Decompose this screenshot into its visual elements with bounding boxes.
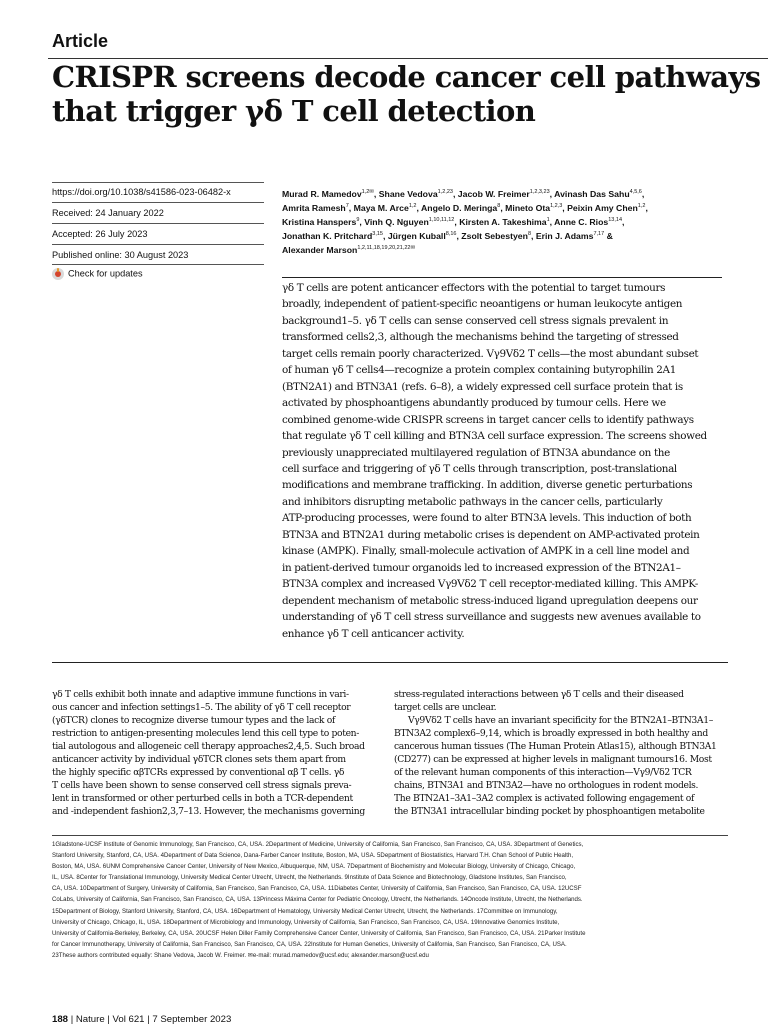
abstract-line: dependent mechanism of metabolic stress-induced ligand upregulation deepens our xyxy=(282,594,698,607)
body-line: tial autologous and allogeneic cell therapy approaches2,4,5. Such broad xyxy=(52,741,365,753)
body-line: T cells have been shown to sense conserved cell stress signals preva- xyxy=(52,780,352,792)
title-line: CRISPR screens decode cancer cell pathways xyxy=(52,60,761,94)
affiliation-line: 1Gladstone-UCSF Institute of Genomic Immunology, San Francisco, CA, USA. 2Department of Medicine, University of California, San Francisco, San Francisco, CA, USA. 3Department of Genetics, xyxy=(52,841,584,848)
abstract-line: that regulate γδ T cell killing and BTN3A cell surface expression. The screens showed xyxy=(282,430,707,443)
author-line: Amrita Ramesh$^7$, Maya M. Arce$^{1,2}$, Angelo D. Meringa$^8$, Mineto Ota$^{1,2,3}$, Peixin Amy Chen$^{1,2}$, xyxy=(282,202,648,213)
affiliation-line: 23These authors contributed equally: Shane Vedova, Jacob W. Freimer. ✉e-mail: murad.mamedov@ucsf.edu; alexander.marson@ucsf.edu xyxy=(52,951,429,959)
page-title xyxy=(52,60,768,128)
abstract-line: kinase (AMPK). Finally, small-molecule activation of AMPK in a cell line model and xyxy=(282,545,690,558)
body-line: anticancer activity by individual γδTCR clones sets them apart from xyxy=(52,754,346,766)
abstract-line: target cells remain poorly characterized. Vγ9Vδ2 T cells—the most abundant subset xyxy=(282,347,699,360)
abstract xyxy=(282,280,714,642)
article-type-label: Article xyxy=(52,31,109,51)
body-line: Vγ9Vδ2 T cells have an invariant specificity for the BTN2A1–BTN3A1– xyxy=(408,715,713,727)
footer-separator: | xyxy=(70,1014,74,1025)
abstract-line: understanding of γδ T cell stress surveillance and suggests new avenues available to xyxy=(282,611,701,624)
meta-divider xyxy=(52,264,264,265)
abstract-line: (BTN2A1) and BTN3A1 (refs. 6–8), a widely expressed cell surface protein that is xyxy=(282,380,683,393)
body-line: The BTN2A1–3A1–3A2 complex is activated following engagement of xyxy=(394,793,695,805)
body-line: (CD277) can be expressed at higher levels in malignant tumours16. Most xyxy=(394,754,712,766)
body-line: and -independent fashion2,3,7–13. However, the mechanisms governing xyxy=(52,806,365,818)
body-line: (γδTCR) clones to recognize diverse tumour types and the lack of xyxy=(52,715,335,727)
affiliations xyxy=(52,839,728,961)
abstract-line: ATP-producing processes, were found to alter BTN3A levels. This induction of both xyxy=(282,512,692,525)
published-date: Published online: 30 August 2023 xyxy=(52,250,189,260)
abstract-line: and inhibitors disrupting metabolic pathways in the cancer cells, particularly xyxy=(282,495,663,508)
page-number: 188 xyxy=(52,1014,69,1025)
body-line: target cells are unclear. xyxy=(394,702,497,714)
meta-divider xyxy=(52,182,264,183)
affiliation-line: University of California-Berkeley, Berkeley, CA, USA. 20UCSF Helen Diller Family Comprehensive Cancer Center, University of California, San Francisco, San Francisco, CA, USA. 21Parker Institute xyxy=(52,929,586,937)
affiliation-line: IL, USA. 8Center for Translational Immunology, University Medical Center Utrecht, Utrecht, the Netherlands. 9Institute of Data Science and Biotechnology, Gladstone Institutes, San Francisco, xyxy=(52,874,567,882)
body-line: γδ T cells exhibit both innate and adaptive immune functions in vari- xyxy=(52,689,349,700)
body-line: BTN3A2 complex6–9,14, which is broadly expressed in both healthy and xyxy=(394,728,708,740)
check-for-updates-icon xyxy=(52,268,64,280)
body-line: stress-regulated interactions between γδ T cells and their diseased xyxy=(394,689,684,700)
abstract-line: BTN3A and BTN2A1 during metabolic crises is dependent on AMP-activated protein xyxy=(282,528,700,541)
abstract-line: of human γδ T cells4—recognize a protein complex containing butyrophilin 2A1 xyxy=(282,364,676,377)
affiliation-line: Stanford University, Stanford, CA, USA. 4Department of Data Science, Dana-Farber Cancer Institute, Boston, MA, USA. 5Department of Biostatistics, Harvard T.H. Chan School of Public Health, xyxy=(52,852,574,860)
meta-divider xyxy=(52,244,264,245)
title-line: that trigger γδ T cell detection xyxy=(52,94,536,128)
abstract-line: enhance γδ T cell anticancer activity. xyxy=(282,627,465,640)
body-line: the highly specific αβTCRs expressed by conventional αβ T cells. γδ xyxy=(52,767,345,779)
abstract-line: activated by phosphoantigens abundantly produced by tumour cells. Here we xyxy=(282,397,666,410)
affiliation-line: for Cancer Immunotherapy, University of California, San Francisco, San Francisco, CA, USA. 22Institute for Human Genetics, University of California, San Francisco, San Francisco, CA, USA. xyxy=(52,940,567,948)
abstract-line: γδ T cells are potent anticancer effectors with the potential to target tumours xyxy=(282,282,666,294)
affiliation-line: CoLabs, University of California, San Francisco, San Francisco, CA, USA. 13Princess Máxima Center for Pediatric Oncology, Utrecht, the Netherlands. 14Oncode Institute, Utrecht, the Netherlands. xyxy=(52,896,583,904)
abstract-line: previously unappreciated multilayered regulation of BTN3A abundance on the xyxy=(282,446,670,459)
body-line: ous cancer and infection settings1–5. The ability of γδ T cell receptor xyxy=(52,702,351,714)
check-updates-button[interactable] xyxy=(52,268,264,280)
author-list xyxy=(282,186,712,256)
affiliation-line: CA, USA. 10Department of Surgery, University of California, San Francisco, San Francisco, CA, USA. 11Diabetes Center, University of California, San Francisco, San Francisco, CA, USA. 12UCSF xyxy=(52,885,582,893)
abstract-bottom-rule xyxy=(52,662,728,663)
abstract-line: in patient-derived tumour organoids led to increased expression of the BTN2A1– xyxy=(282,561,681,574)
footer-separator: | xyxy=(107,1014,110,1025)
abstract-line: BTN3A complex and increased Vγ9Vδ2 T cell receptor-mediated killing. This AMPK- xyxy=(282,578,699,591)
top-rule xyxy=(48,58,768,59)
body-column-right xyxy=(394,688,722,818)
page-footer xyxy=(52,1014,231,1025)
affiliation-line: Boston, MA, USA. 6UNM Comprehensive Cancer Center, University of New Mexico, Albuquerque, NM, USA. 7Department of Biochemistry and Molecular Biology, University of Chicago, Chicago, xyxy=(52,863,576,871)
abstract-line: transformed cells2,3, although the mechanisms behind the targeting of stressed xyxy=(282,331,679,344)
body-line: cancerous human tissues (The Human Protein Atlas15), although BTN3A1 xyxy=(394,741,717,753)
affiliation-line: 15Department of Biology, Stanford University, Stanford, CA, USA. 16Department of Hematology, University Medical Center Utrecht, Utrecht, the Netherlands. 17Committee on Immunology, xyxy=(52,907,558,915)
affiliation-line: University of Chicago, Chicago, IL, USA. 18Department of Microbiology and Immunology, University of California, San Francisco, San Francisco, CA, USA. 19Innovative Genomics Institute, xyxy=(52,918,560,926)
journal-name: Nature xyxy=(75,1014,105,1025)
body-column-left xyxy=(52,688,380,818)
abstract-line: broadly, independent of patient-specific neoantigens or human leukocyte antigen xyxy=(282,298,683,311)
abstract-top-rule xyxy=(282,277,722,278)
author-line: Murad R. Mamedov$^{1,2✉}$, Shane Vedova$^{1,2,23}$, Jacob W. Freimer$^{1,2,3,23}$, Avinash Das Sahu$^{4,5,6}$, xyxy=(282,188,645,199)
body-line: chains, BTN3A1 and BTN3A2—have no orthologues in rodent models. xyxy=(394,780,699,792)
body-line: restriction to antigen-presenting molecules lend this cell type to poten- xyxy=(52,728,359,740)
volume: Vol 621 xyxy=(112,1014,145,1025)
abstract-line: modifications and membrane trafficking. In addition, diverse genetic perturbations xyxy=(282,479,693,492)
footer-separator: | xyxy=(147,1014,150,1025)
body-line: lent in transformed or other perturbed cells in both a TCR-dependent xyxy=(52,793,353,805)
received-date: Received: 24 January 2022 xyxy=(52,208,164,218)
issue-date: 7 September 2023 xyxy=(152,1014,232,1025)
body-line: the BTN3A1 intracellular binding pocket by phosphoantigen metabolite xyxy=(394,806,705,818)
author-line: Kristina Hanspers$^9$, Vinh Q. Nguyen$^{1,10,11,12}$, Kirsten A. Takeshima$^1$, Anne C. Rios$^{13,14}$, xyxy=(282,217,625,228)
author-line: Jonathan K. Pritchard$^{3,15}$, Jürgen Kuball$^{8,16}$, Zsolt Sebestyen$^8$, Erin J. Adams$^{7,17}$ & xyxy=(282,231,613,242)
author-line: Alexander Marson$^{1,2,11,18,19,20,21,22✉}$ xyxy=(282,245,416,256)
meta-divider xyxy=(52,202,264,203)
body-line: of the relevant human components of this interaction—Vγ9/Vδ2 TCR xyxy=(394,767,692,779)
accepted-date: Accepted: 26 July 2023 xyxy=(52,229,148,239)
affiliations-rule xyxy=(52,835,728,836)
abstract-line: cell surface and triggering of γδ T cells through transcription, post-translational xyxy=(282,462,677,475)
meta-divider xyxy=(52,223,264,224)
doi-link[interactable]: https://doi.org/10.1038/s41586-023-06482-x xyxy=(52,187,231,197)
abstract-line: combined genome-wide CRISPR screens in target cancer cells to identify pathways xyxy=(282,413,694,426)
abstract-line: background1–5. γδ T cells can sense conserved cell stress signals prevalent in xyxy=(282,314,669,327)
check-updates-label: Check for updates xyxy=(68,268,143,279)
